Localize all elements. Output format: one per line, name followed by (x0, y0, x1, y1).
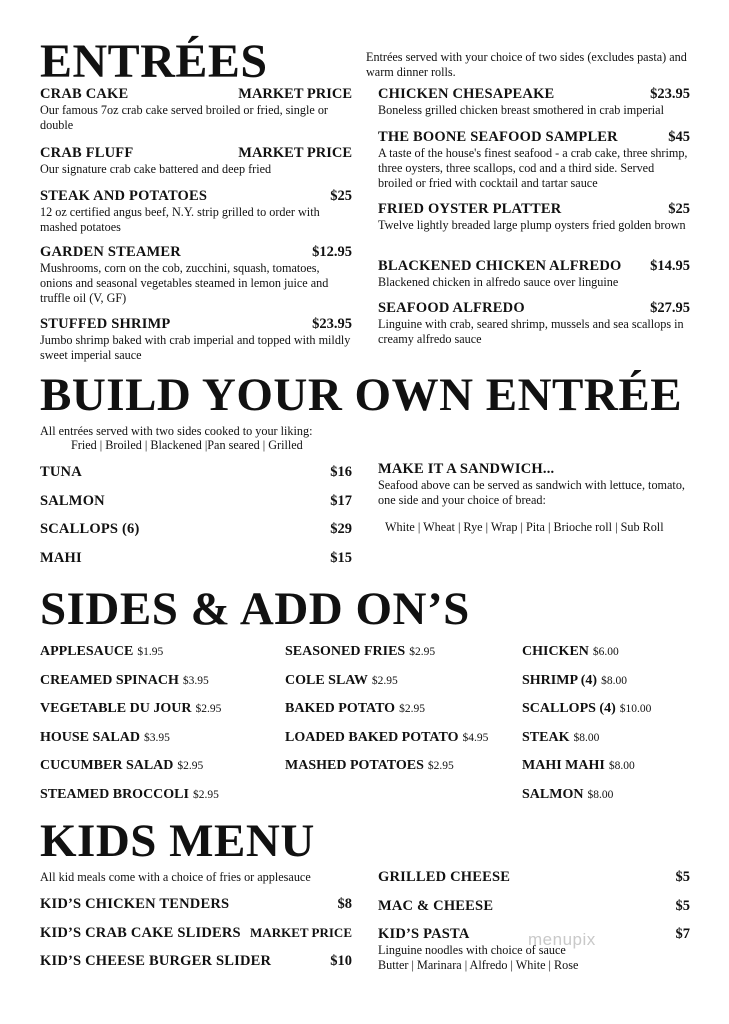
item-name: KID’S CHEESE BURGER SLIDER (40, 953, 272, 969)
build-heading: BUILD YOUR OWN ENTRÉE (40, 369, 683, 421)
menu-item (40, 86, 352, 145)
entrees-note: Entrées served with your choice of two sides (excludes pasta) and warm dinner rolls. (366, 50, 687, 79)
list-item (285, 699, 488, 728)
list-item (40, 896, 352, 925)
side-price: $10.00 (619, 703, 652, 716)
side-name: MAHI MAHI (522, 758, 605, 774)
side-name: SEASONED FRIES (285, 644, 406, 659)
side-name: COLE SLAW (285, 672, 368, 688)
list-item (40, 925, 352, 954)
item-price: $10 (330, 953, 352, 969)
item-price: $25 (668, 201, 690, 217)
side-price: $8.00 (608, 760, 635, 773)
menu-item (40, 316, 352, 363)
side-price: $2.95 (195, 703, 222, 716)
list-item (522, 671, 651, 700)
item-name: GRILLED CHEESE (378, 869, 511, 885)
entrees-heading: ENTRÉES (40, 35, 268, 88)
sides-column-1 (40, 642, 221, 814)
side-price: $6.00 (592, 646, 619, 658)
list-item (522, 642, 651, 671)
list-item (40, 785, 221, 814)
list-item (522, 699, 651, 728)
item-description: A taste of the house's finest seafood - a crab cake, three shrimp, three oysters, three scallops, cod and a third side. Served broiled or fried with cocktail and tartar sauce (378, 146, 688, 190)
side-price: $3.95 (182, 674, 209, 687)
item-price: $15 (330, 549, 352, 566)
item-description: Linguine with crab, seared shrimp, mussels and sea scallops in creamy alfredo sauce (378, 317, 684, 346)
item-description: Boneless grilled chicken breast smothered in crab imperial (378, 103, 664, 117)
side-price: $4.95 (462, 731, 489, 744)
side-price: $2.95 (409, 646, 436, 658)
item-description: Linguine noodles with choice of sauce (378, 943, 566, 957)
list-item (40, 728, 221, 757)
item-price: $14.95 (650, 258, 690, 274)
bread-options: White | Wheat | Rye | Wrap | Pita | Brioche roll | Sub Roll (385, 520, 664, 534)
sauce-options: Butter | Marinara | Alfredo | White | Rose (378, 958, 579, 972)
menu-item (378, 201, 690, 258)
side-name: STEAMED BROCCOLI (40, 786, 189, 802)
entrees-right-column (378, 86, 690, 347)
kids-note: All kid meals come with a choice of fries or applesauce (40, 870, 311, 884)
list-item (378, 869, 690, 898)
side-price: $8.00 (587, 788, 614, 801)
list-item (40, 756, 221, 785)
item-name: FRIED OYSTER PLATTER (378, 201, 562, 217)
cooking-methods: Fried | Broiled | Blackened |Pan seared | Grilled (71, 438, 303, 452)
item-name: CHICKEN CHESAPEAKE (378, 86, 555, 102)
item-name: THE BOONE SEAFOOD SAMPLER (378, 129, 618, 145)
list-item (285, 671, 488, 700)
menu-item (378, 129, 690, 201)
menu-item (40, 244, 352, 316)
list-item (522, 756, 651, 785)
side-name: CUCUMBER SALAD (40, 758, 174, 774)
list-item (285, 642, 488, 671)
sides-column-3 (522, 642, 651, 814)
kids-heading: KIDS MENU (40, 815, 315, 867)
item-price: $5 (675, 869, 690, 885)
kids-left-column (40, 896, 352, 982)
list-item (40, 642, 221, 671)
item-price: $5 (675, 897, 690, 914)
side-name: HOUSE SALAD (40, 729, 140, 745)
item-name: KID’S CRAB CAKE SLIDERS (40, 924, 241, 941)
entrees-left-column (40, 86, 352, 363)
side-price: $8.00 (601, 674, 627, 687)
item-description: Jumbo shrimp baked with crab imperial and topped with mildly sweet imperial sauce (40, 333, 351, 362)
item-price: MARKET PRICE (238, 145, 352, 161)
list-item (378, 898, 690, 927)
list-item (40, 699, 221, 728)
side-price: $2.95 (399, 703, 425, 716)
item-name: KID’S CHICKEN TENDERS (40, 896, 230, 912)
item-price: $45 (668, 129, 690, 145)
item-price: $7 (675, 926, 690, 942)
item-price: MARKET PRICE (238, 86, 352, 102)
item-name: TUNA (40, 464, 82, 480)
item-price: $27.95 (650, 300, 690, 316)
menu-item (378, 258, 690, 300)
list-item (522, 785, 651, 814)
build-items (40, 464, 352, 578)
item-name: GARDEN STEAMER (40, 244, 181, 260)
side-price: $2.95 (192, 788, 219, 801)
sandwich-option (378, 461, 698, 508)
side-name: BAKED POTATO (285, 701, 396, 717)
item-price: $23.95 (312, 316, 352, 332)
item-price: $23.95 (650, 86, 690, 102)
item-name: SEAFOOD ALFREDO (378, 300, 525, 316)
kids-right-column (378, 869, 690, 973)
item-description: Twelve lightly breaded large plump oysters fried golden brown (378, 218, 686, 232)
menu-item (40, 145, 352, 188)
item-price: $12.95 (312, 244, 352, 260)
item-price: MARKET PRICE (250, 924, 352, 940)
item-name: MAHI (40, 549, 82, 566)
side-name: APPLESAUCE (40, 644, 134, 659)
list-item (40, 464, 352, 493)
side-name: SCALLOPS (4) (522, 701, 616, 717)
side-name: SHRIMP (4) (522, 672, 598, 688)
sandwich-description: Seafood above can be served as sandwich with lettuce, tomato, one side and your choice of bread: (378, 478, 685, 507)
item-description: Blackened chicken in alfredo sauce over linguine (378, 275, 619, 289)
list-item (40, 521, 352, 550)
item-name: CRAB FLUFF (40, 145, 134, 161)
side-price: $3.95 (143, 731, 170, 744)
item-name: SCALLOPS (6) (40, 521, 140, 537)
list-item (285, 756, 488, 785)
item-description: Mushrooms, corn on the cob, zucchini, squash, tomatoes, onions and seasonal vegetables steamed in lemon juice and truffle oil (V, GF) (40, 261, 329, 305)
item-name: STEAK AND POTATOES (40, 188, 208, 204)
side-name: LOADED BAKED POTATO (285, 729, 459, 745)
side-name: VEGETABLE DU JOUR (40, 701, 192, 717)
list-item (285, 728, 488, 757)
item-price: $8 (337, 896, 352, 912)
item-name: CRAB CAKE (40, 86, 129, 102)
side-price: $8.00 (573, 731, 600, 744)
item-price: $29 (330, 521, 352, 537)
list-item (40, 550, 352, 579)
menu-item (40, 188, 352, 244)
side-price: $2.95 (371, 674, 398, 687)
menu-item (378, 86, 690, 129)
build-note: All entrées served with two sides cooked to your liking: (40, 424, 313, 438)
item-price: $25 (330, 188, 352, 204)
side-name: CHICKEN (522, 644, 589, 659)
item-name: SALMON (40, 492, 105, 509)
item-name: MAC & CHEESE (378, 897, 494, 914)
item-description: Our signature crab cake battered and deep fried (40, 162, 272, 176)
list-item (40, 671, 221, 700)
item-name: STUFFED SHRIMP (40, 316, 171, 332)
side-name: CREAMED SPINACH (40, 672, 179, 688)
watermark: menupix (528, 930, 596, 949)
list-item (40, 953, 352, 982)
side-price: $2.95 (427, 760, 454, 773)
side-price: $1.95 (137, 646, 164, 658)
item-description: Our famous 7oz crab cake served broiled or fried, single or double (40, 103, 328, 132)
side-name: MASHED POTATOES (285, 758, 424, 774)
item-price: $17 (330, 492, 352, 509)
side-name: SALMON (522, 786, 584, 802)
item-description: 12 oz certified angus beef, N.Y. strip grilled to order with mashed potatoes (40, 205, 320, 234)
item-name: BLACKENED CHICKEN ALFREDO (378, 258, 622, 274)
side-name: STEAK (522, 729, 570, 745)
side-price: $2.95 (177, 760, 204, 773)
list-item (40, 493, 352, 522)
sandwich-title: MAKE IT A SANDWICH... (378, 461, 555, 477)
sides-column-2 (285, 642, 488, 785)
item-name: KID’S PASTA (378, 926, 470, 942)
menu-item (378, 300, 690, 347)
item-price: $16 (330, 464, 352, 480)
sides-heading: SIDES & ADD ON’S (40, 583, 470, 635)
list-item (522, 728, 651, 757)
